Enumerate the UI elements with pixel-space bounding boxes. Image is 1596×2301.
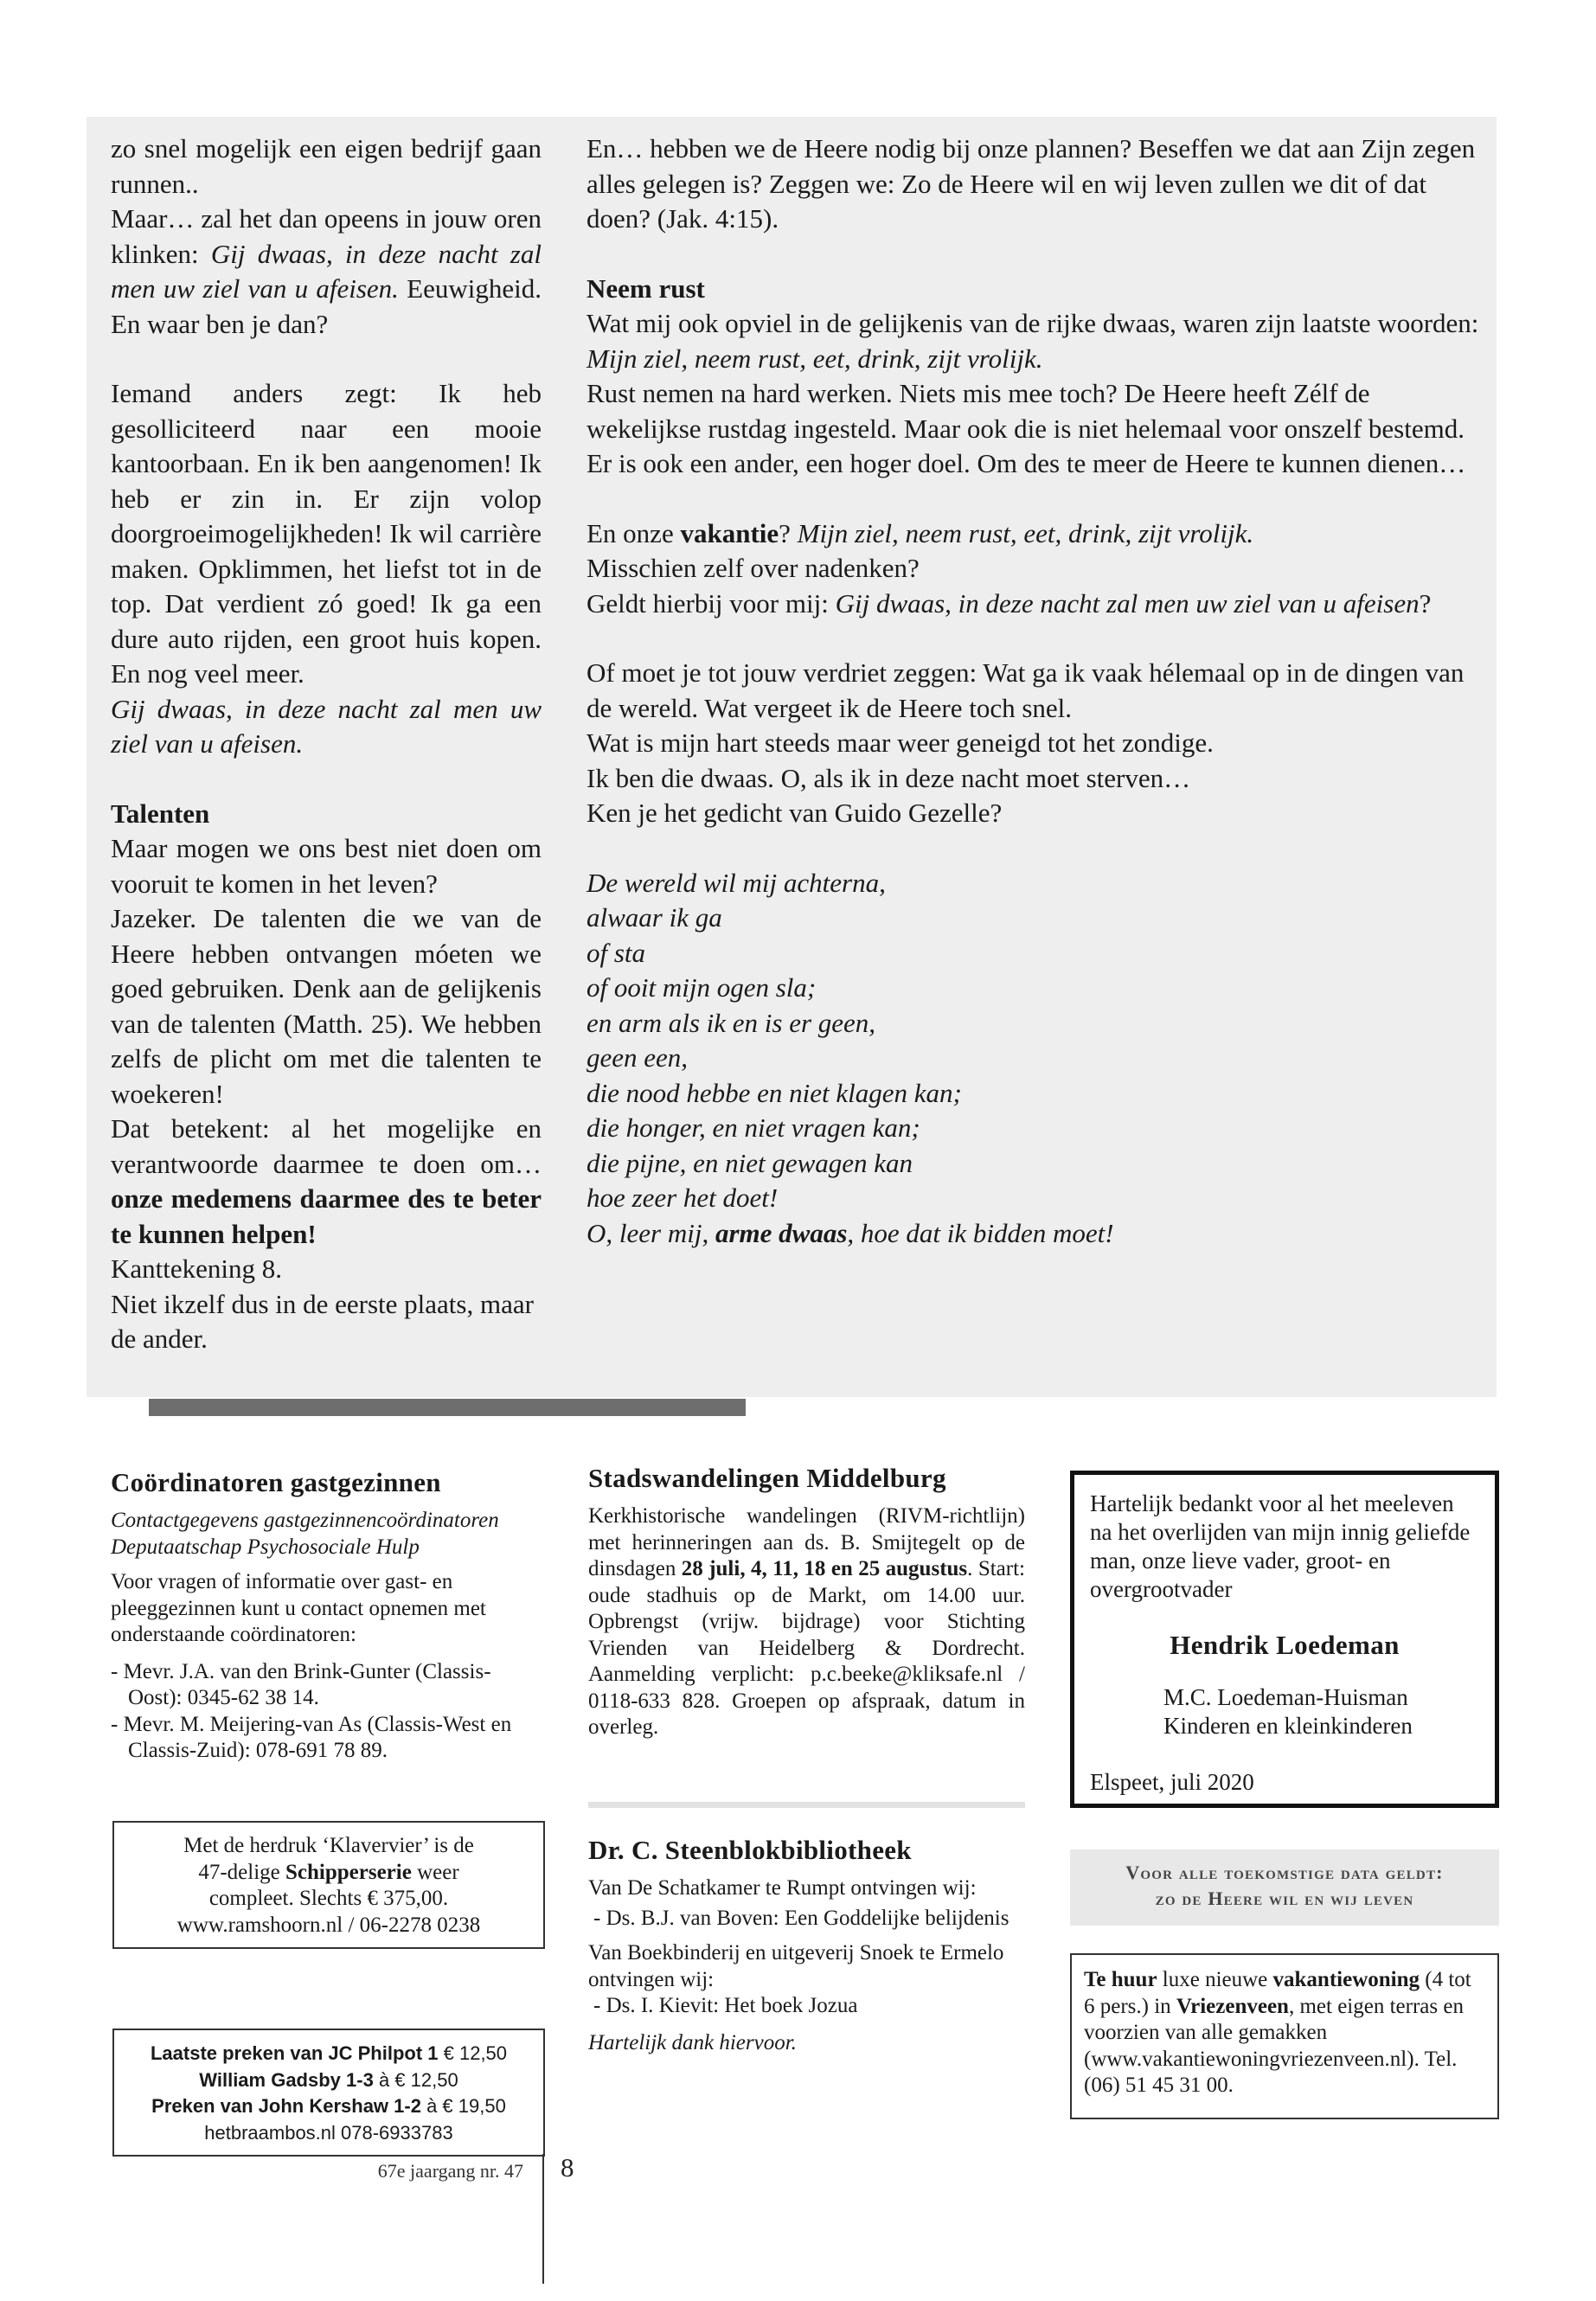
stadswandelingen-text: Kerkhistorische wandelingen (RIVM-richtlijn) met herinneringen aan ds. B. Smijtegelt op de dinsdagen 28 juli, 4, 11, 18 en 25 augustus. Start: oude stadhuis op de Markt, om 14.00 uur. Opbrengst (vrijw. bijdrage) voor Stichting Vrienden van Heidelberg & Dordrecht. Aanmelding verplicht: p.c.beeke@kliksafe.nl / 0118-633 828. Groepen op afspraak, datum in overleg. xyxy=(588,1504,1025,1739)
paragraph: Ik ben die dwaas. O, als ik in deze nacht moet sterven… xyxy=(586,762,1191,793)
paragraph: zo snel mogelijk een eigen bedrijf gaan runnen.. xyxy=(111,133,542,199)
poem-line: die nood hebbe en niet klagen kan; xyxy=(586,1077,962,1108)
poem-line: die pijne, en niet gewagen kan xyxy=(586,1147,913,1178)
paragraph: Misschien zelf over nadenken? xyxy=(586,553,920,583)
klavervier-ad xyxy=(112,1821,545,1949)
poem-line: alwaar ik ga xyxy=(586,902,722,933)
poem-line: of ooit mijn ogen sla; xyxy=(586,972,817,1003)
footer-divider xyxy=(542,2154,544,2284)
coordinatoren-subtitle: Deputaatschap Psychosociale Hulp xyxy=(111,1535,420,1559)
article-right-column xyxy=(586,131,1481,1251)
data-notice xyxy=(1070,1849,1499,1926)
paragraph: Dat betekent: al het mogelijke en verantwoorde daarmee te doen om… onze medemens daarmee des te beter te kunnen helpen! xyxy=(111,1113,542,1249)
coordinatoren-title: Coördinatoren gastgezinnen xyxy=(111,1467,441,1497)
article-left-column xyxy=(111,131,542,1357)
paragraph: Jazeker. De talenten die we van de Heere hebben ontvangen móeten we goed gebruiken. Denk aan de gelijkenis van de talenten (Matth. 25). We hebben zelfs de plicht om met die talenten te woekeren! xyxy=(111,903,542,1109)
coordinatoren-subtitle: Contactgegevens gastgezinnencoördinatoren xyxy=(111,1509,499,1532)
section-divider xyxy=(149,1399,746,1416)
bibliotheek-section xyxy=(588,1834,1025,2056)
paragraph: En… hebben we de Heere nodig bij onze plannen? Beseffen we dat aan Zijn zegen alles gelegen is? Zeggen we: Zo de Heere wil en wij leven zullen we dit of dat doen? (Jak. 4:15). xyxy=(586,133,1476,234)
ad-line: William Gadsby 1-3 à € 12,50 xyxy=(199,2068,458,2091)
paragraph: Kanttekening 8. xyxy=(111,1253,283,1284)
stadswandelingen-title: Stadswandelingen Middelburg xyxy=(588,1463,946,1493)
poem-line: die honger, en niet vragen kan; xyxy=(586,1112,920,1143)
rental-ad xyxy=(1070,1953,1499,2119)
section-heading: Talenten xyxy=(111,798,210,829)
paragraph: Of moet je tot jouw verdriet zeggen: Wat ga ik vaak hélemaal op in de dingen van de wereld. Wat vergeet ik de Heere toch snel. xyxy=(586,657,1465,723)
notice-line: Voor alle toekomstige data geldt: xyxy=(1125,1862,1444,1883)
poem-line: O, leer mij, arme dwaas, hoe dat ik bidden moet! xyxy=(586,1217,1114,1248)
ad-line: 47-delige Schipperserie weer xyxy=(198,1860,459,1884)
issue-info: 67e jaargang nr. 47 xyxy=(377,2160,523,2182)
list-item: - Ds. B.J. van Boven: Een Goddelijke belijdenis xyxy=(593,1906,1010,1930)
quote: Gij dwaas, in deze nacht zal men uw ziel van u afeisen. xyxy=(111,693,542,759)
paragraph: En onze vakantie? Mijn ziel, neem rust, eet, drink, zijt vrolijk. xyxy=(586,517,1254,548)
paragraph: Ken je het gedicht van Guido Gezelle? xyxy=(586,798,1003,828)
paragraph: Niet ikzelf dus in de eerste plaats, maar de ander. xyxy=(111,1288,534,1354)
column-divider xyxy=(588,1802,1025,1808)
ad-line: Preken van John Kershaw 1-2 à € 19,50 xyxy=(151,2095,506,2117)
coordinatoren-section xyxy=(111,1466,543,1765)
poem-line: en arm als ik en is er geen, xyxy=(586,1007,876,1038)
place-date: Elspeet, juli 2020 xyxy=(1090,1769,1254,1795)
ad-line: Met de herdruk ‘Klavervier’ is de xyxy=(183,1834,474,1857)
section-heading: Neem rust xyxy=(586,272,705,304)
paragraph: Maar mogen we ons best niet doen om vooruit te komen in het leven? xyxy=(111,833,542,899)
paragraph: Maar… zal het dan opeens in jouw oren klinken: Gij dwaas, in deze nacht zal men uw ziel van u afeisen. Eeuwigheid. En waar ben je dan? xyxy=(111,203,542,339)
coordinatoren-intro: Voor vragen of informatie over gast- en pleeggezinnen kunt u contact opnemen met onderstaande coördinatoren: xyxy=(111,1570,486,1646)
paragraph: Wat mij ook opviel in de gelijkenis van de rijke dwaas, waren zijn laatste woorden: Mijn ziel, neem rust, eet, drink, zijt vrolijk. xyxy=(586,308,1479,374)
ad-line: hetbraambos.nl 078-6933783 xyxy=(204,2121,453,2144)
family-line: Kinderen en kleinkinderen xyxy=(1163,1713,1413,1739)
paragraph: Geldt hierbij voor mij: Gij dwaas, in deze nacht zal men uw ziel van u afeisen? xyxy=(586,587,1432,619)
ad-line: www.ramshoorn.nl / 06-2278 0238 xyxy=(176,1913,481,1937)
list-item: - Mevr. J.A. van den Brink-Gunter (Classis-Oost): 0345-62 38 14. xyxy=(111,1659,491,1709)
page-number: 8 xyxy=(561,2152,574,2182)
ad-line: Laatste preken van JC Philpot 1 € 12,50 xyxy=(150,2042,508,2064)
bibliotheek-intro: Van Boekbinderij en uitgeverij Snoek te Ermelo ontvingen wij: xyxy=(588,1941,1004,1991)
poem-line: De wereld wil mij achterna, xyxy=(586,867,886,898)
list-item: - Ds. I. Kievit: Het boek Jozua xyxy=(593,1994,858,2017)
bibliotheek-thanks: Hartelijk dank hiervoor. xyxy=(588,2030,797,2054)
family-line: M.C. Loedeman-Huisman xyxy=(1163,1684,1408,1710)
coordinatoren-list xyxy=(111,1659,543,1765)
poem-line: hoe zeer het doet! xyxy=(586,1183,779,1213)
paragraph: Wat is mijn hart steeds maar weer geneigd tot het zondige. xyxy=(586,727,1214,758)
ad-line: compleet. Slechts € 375,00. xyxy=(208,1887,449,1910)
preken-ad xyxy=(112,2029,545,2157)
rental-text: Te huur luxe nieuwe vakantiewoning (4 tot 6 pers.) in Vriezenveen, met eigen terras en voorzien van alle gemakken (www.vakantiewoningvriezenveen.nl). Tel. (06) 51 45 31 00. xyxy=(1084,1968,1471,2097)
notice-line: zo de Heere wil en wij leven xyxy=(1155,1888,1414,1909)
paragraph: Iemand anders zegt: Ik heb gesolliciteerd naar een mooie kantoorbaan. En ik ben aangenomen! Ik heb er zin in. Er zijn volop doorgroeimogelijkheden! Ik wil carrière maken. Opklimmen, het liefst tot in de top. Dat verdient zó goed! Ik ga een dure auto rijden, een groot huis kopen. En nog veel meer. xyxy=(111,378,542,689)
bibliotheek-intro: Van De Schatkamer te Rumpt ontvingen wij: xyxy=(588,1876,977,1900)
notice-text: Hartelijk bedankt voor al het meeleven na het overlijden van mijn innig geliefde man, onze lieve vader, groot- en overgrootvader xyxy=(1090,1490,1471,1602)
stadswandelingen-section xyxy=(588,1462,1025,1741)
bibliotheek-title: Dr. C. Steenblokbibliotheek xyxy=(588,1835,912,1865)
deceased-name: Hendrik Loedeman xyxy=(1170,1630,1400,1660)
poem xyxy=(586,866,1481,1252)
list-item: - Mevr. M. Meijering-van As (Classis-West en Classis-Zuid): 078-691 78 89. xyxy=(111,1712,512,1762)
thank-you-notice xyxy=(1070,1471,1499,1808)
poem-line: of sta xyxy=(586,937,646,968)
paragraph: Rust nemen na hard werken. Niets mis mee toch? De Heere heeft Zélf de wekelijkse rustdag ingesteld. Maar ook die is niet helemaal voor onszelf bestemd. Er is ook een ander, een hoger doel. Om des te meer de Heere te kunnen dienen… xyxy=(586,378,1466,478)
poem-line: geen een, xyxy=(586,1042,689,1073)
